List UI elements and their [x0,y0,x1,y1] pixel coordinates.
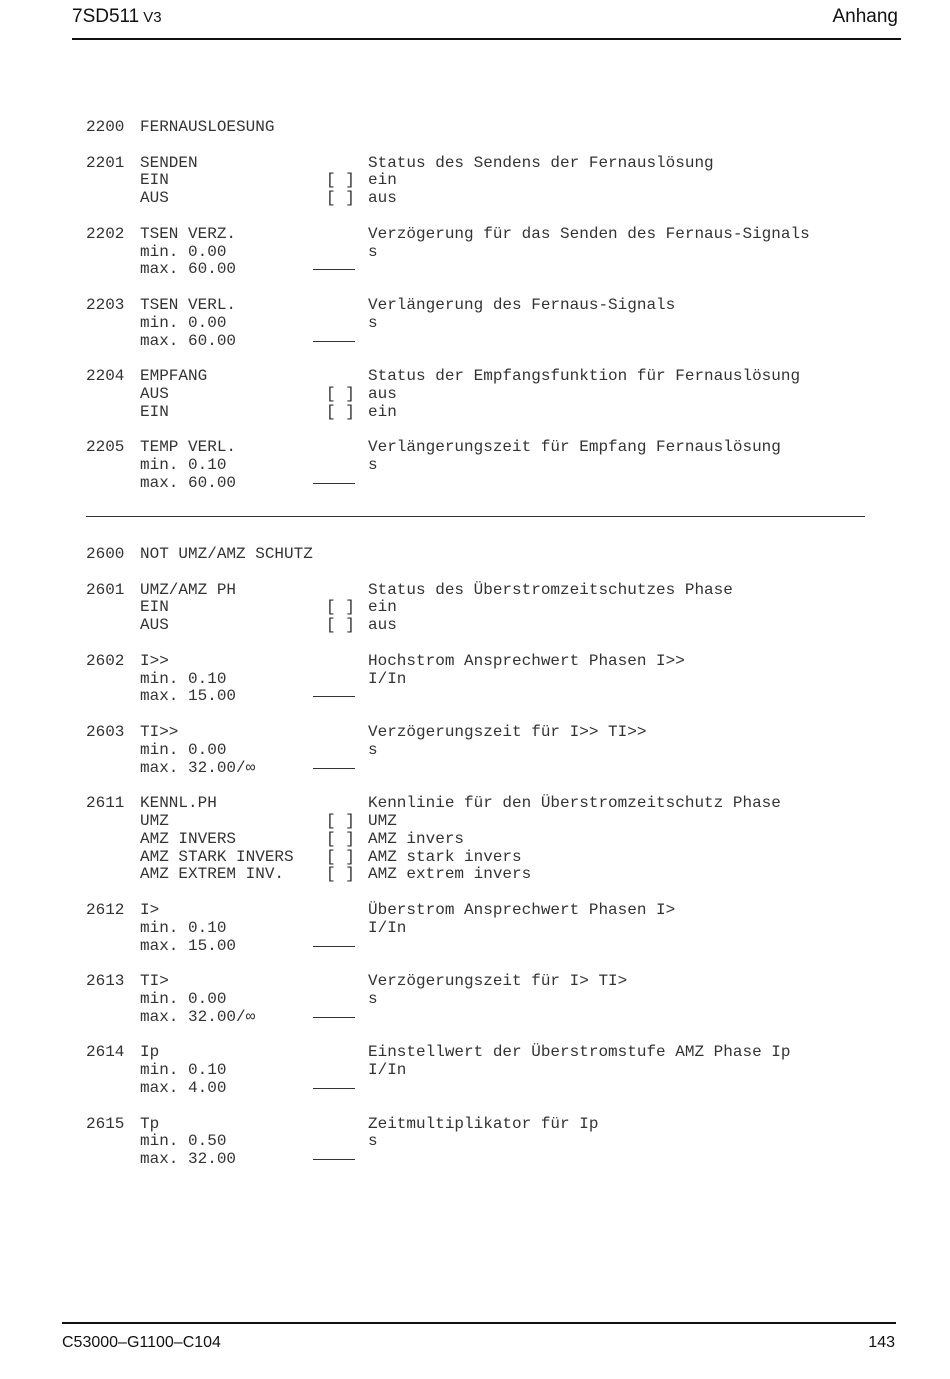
option-label: EIN [140,598,169,617]
param-code: 2601 [86,580,125,599]
option-text: ein [368,402,397,421]
model-name: 7SD511 [72,6,140,27]
param-max: max. 60.00 [140,260,237,279]
param-name: I> [140,901,160,919]
value-entry-line [313,696,355,697]
param-description: Hochstrom Ansprechwert Phasen I>> [368,651,685,670]
device-model [72,6,162,28]
param-max: max. 32.00 [140,1150,237,1169]
value-entry-line [313,1159,355,1160]
param-max: max. 15.00 [140,936,237,955]
param-unit: I/In [368,918,407,937]
param-max: max. 60.00 [140,331,237,350]
param-name: EMPFANG [140,367,208,386]
option-checkbox: [ ] [326,402,355,421]
param-code: 2205 [86,438,125,457]
option-checkbox: [ ] [326,865,355,884]
header-rule [72,38,901,40]
param-description: Status der Empfangsfunktion für Fernauslösung [368,367,801,386]
param-description: Kennlinie für den Überstromzeitschutz Phase [368,794,781,813]
option-text: ein [368,598,397,617]
param-description: Überstrom Ansprechwert Phasen I> [368,901,676,919]
param-description: Verlängerungszeit für Empfang Fernauslösung [368,438,781,457]
option-label: AUS [140,616,169,635]
section-code: 2200 [86,118,125,136]
option-checkbox: [ ] [326,171,355,190]
param-name: KENNL.PH [140,794,217,813]
param-unit: s [368,740,378,759]
section-title: NOT UMZ/AMZ SCHUTZ [140,545,313,563]
param-unit: I/In [368,669,407,688]
option-text: ein [368,171,397,190]
option-checkbox: [ ] [326,847,355,866]
option-label: AMZ INVERS [140,829,237,848]
option-label: AMZ STARK INVERS [140,847,294,866]
param-description: Einstellwert der Überstromstufe AMZ Phase Ip [368,1043,791,1062]
param-code: 2614 [86,1043,125,1062]
param-code: 2203 [86,296,125,314]
param-unit: s [368,1132,378,1151]
param-name: SENDEN [140,153,198,172]
param-min: min. 0.00 [140,990,227,1008]
value-entry-line [313,1017,355,1018]
value-entry-line [313,1088,355,1089]
option-text: aus [368,385,397,403]
option-text: aus [368,189,397,208]
param-name: TSEN VERZ. [140,224,237,243]
option-checkbox: [ ] [326,189,355,208]
param-name: TEMP VERL. [140,438,237,457]
param-description: Verlängerung des Fernaus-Signals [368,296,676,314]
param-min: min. 0.00 [140,313,227,332]
param-max: max. 60.00 [140,474,237,492]
param-name: TSEN VERL. [140,296,237,314]
param-name: TI>> [140,723,179,741]
param-description: Verzögerung für das Senden des Fernaus-Signals [368,224,810,243]
param-description: Verzögerungszeit für I> TI> [368,972,628,991]
param-code: 2202 [86,224,125,243]
param-name: Ip [140,1043,160,1062]
param-max: max. 4.00 [140,1079,227,1097]
param-code: 2613 [86,972,125,991]
param-code: 2611 [86,794,125,813]
param-max: max. 15.00 [140,687,237,706]
section-separator [86,516,865,517]
option-checkbox: [ ] [326,385,355,403]
section-code: 2600 [86,545,125,563]
option-checkbox: [ ] [326,829,355,848]
param-code: 2204 [86,367,125,386]
param-max: max. 32.00/∞ [140,758,256,777]
option-text: aus [368,616,397,635]
option-text: UMZ [368,812,397,830]
param-name: TI> [140,972,169,991]
document-number: C53000–G1100–C104 [62,1334,221,1351]
footer-rule [62,1322,896,1324]
option-label: UMZ [140,812,169,830]
option-label: AUS [140,385,169,403]
param-name: Tp [140,1114,160,1133]
param-max: max. 32.00/∞ [140,1007,256,1026]
value-entry-line [313,483,355,484]
option-text: AMZ stark invers [368,847,522,866]
param-min: min. 0.10 [140,918,227,937]
param-min: min. 0.50 [140,1132,227,1151]
option-label: AMZ EXTREM INV. [140,865,285,884]
param-min: min. 0.00 [140,242,227,261]
value-entry-line [313,269,355,270]
model-version: V3 [143,9,162,26]
option-checkbox: [ ] [326,598,355,617]
page-number: 143 [868,1334,895,1351]
value-entry-line [313,768,355,769]
param-code: 2615 [86,1114,125,1133]
param-unit: s [368,242,378,261]
value-entry-line [313,341,355,342]
param-code: 2612 [86,901,125,919]
param-unit: s [368,313,378,332]
option-label: EIN [140,171,169,190]
option-label: EIN [140,402,169,421]
section-title: FERNAUSLOESUNG [140,118,275,136]
param-name: I>> [140,651,169,670]
value-entry-line [313,946,355,947]
param-description: Verzögerungszeit für I>> TI>> [368,723,647,741]
param-unit: I/In [368,1061,407,1080]
option-label: AUS [140,189,169,208]
param-min: min. 0.10 [140,669,227,688]
param-name: UMZ/AMZ PH [140,580,237,599]
option-checkbox: [ ] [326,812,355,830]
param-code: 2603 [86,723,125,741]
param-min: min. 0.10 [140,1061,227,1080]
option-text: AMZ extrem invers [368,865,532,884]
param-code: 2602 [86,651,125,670]
param-min: min. 0.00 [140,740,227,759]
param-description: Zeitmultiplikator für Ip [368,1114,599,1133]
option-text: AMZ invers [368,829,465,848]
param-unit: s [368,456,378,475]
param-code: 2201 [86,153,125,172]
param-min: min. 0.10 [140,456,227,475]
option-checkbox: [ ] [326,616,355,635]
param-description: Status des Sendens der Fernauslösung [368,153,714,172]
section-title: Anhang [832,6,898,27]
param-unit: s [368,990,378,1008]
param-description: Status des Überstromzeitschutzes Phase [368,580,733,599]
